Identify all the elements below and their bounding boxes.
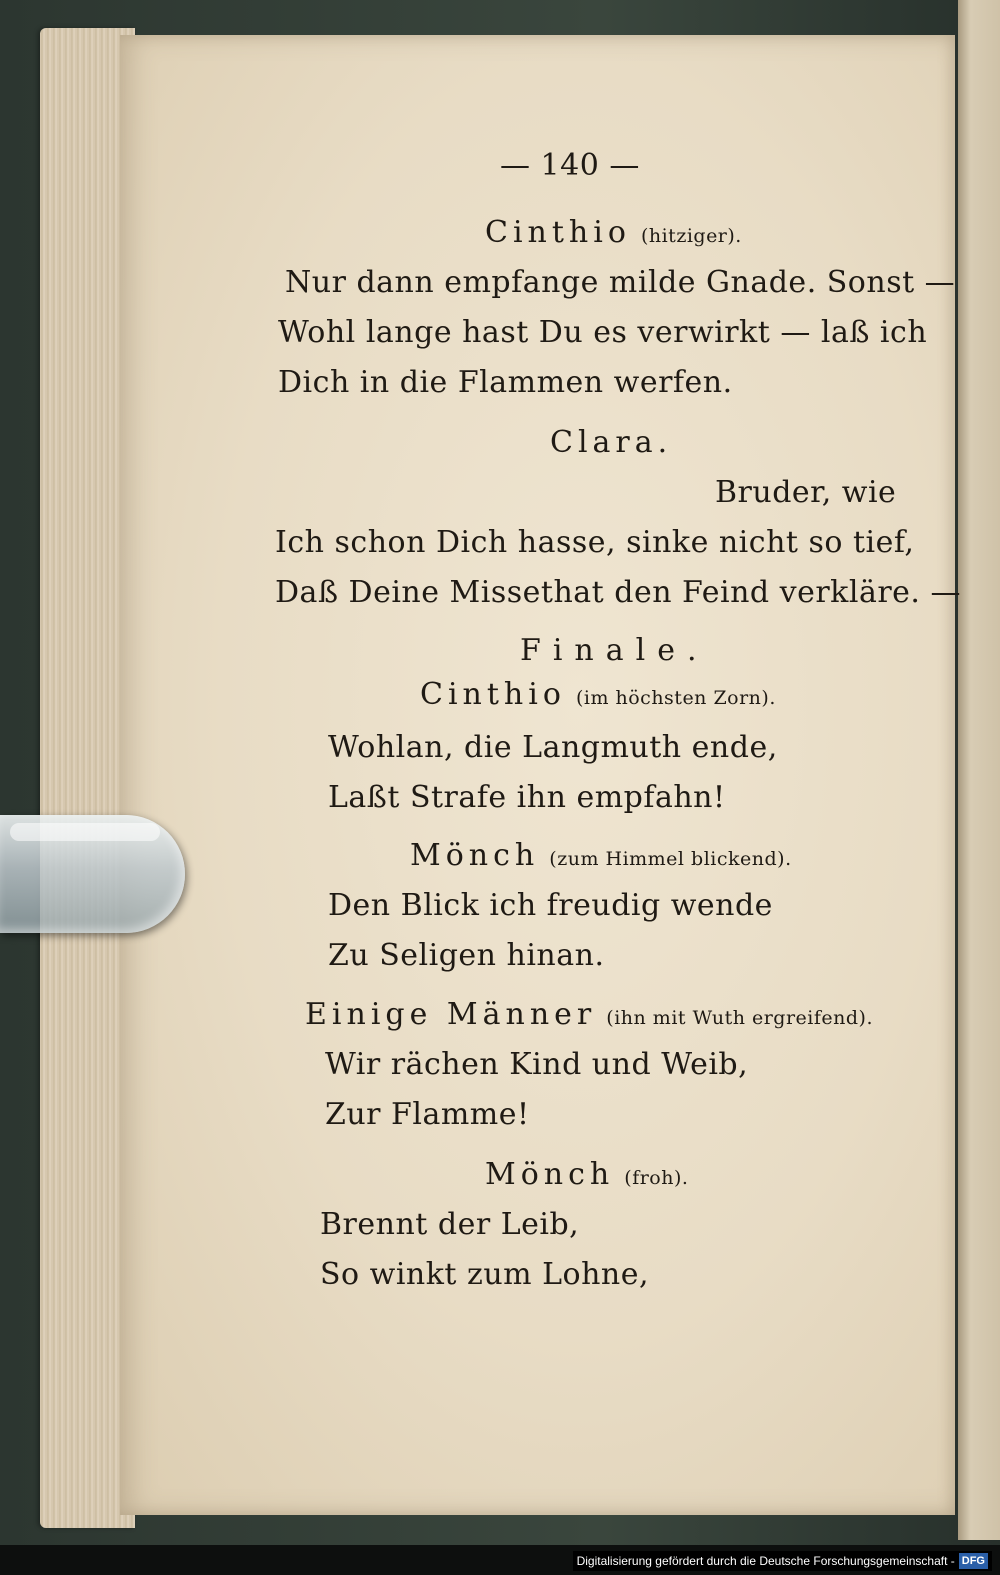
text-line: Daß Deine Missethat den Feind verkläre. — [275,575,962,610]
speaker-name: Einige Männer [305,997,597,1032]
speaker-line [485,1157,688,1192]
text-line: So winkt zum Lohne, [320,1257,650,1292]
speaker-name: Cinthio [485,215,631,250]
text-line: Laßt Strafe ihn empfahn! [328,780,726,815]
text-line: Wohlan, die Langmuth ende, [328,730,778,765]
section-heading: Finale. [520,633,709,668]
stage-direction: (froh). [624,1167,689,1189]
speaker-name: Clara. [550,425,673,460]
speaker-name: Mönch [485,1157,615,1192]
text-line: Zur Flamme! [325,1097,530,1132]
text-line: Wir rächen Kind und Weib, [325,1047,749,1082]
speaker-line [420,677,776,712]
credit-text: Digitalisierung gefördert durch die Deutsche Forschungsgemeinschaft - [576,1554,955,1568]
speaker-line [485,215,742,250]
glass-page-clip [0,815,185,933]
text-line: Bruder, wie [715,475,897,510]
speaker-line [410,838,792,873]
speaker-name: Mönch [410,838,540,873]
digitization-credit [573,1551,992,1571]
text-line: Dich in die Flammen werfen. [278,365,733,400]
stage-direction: (ihn mit Wuth ergreifend). [606,1007,873,1029]
text-line: Den Blick ich freudig wende [328,888,773,923]
text-line: Ich schon Dich hasse, sinke nicht so tief, [275,525,915,560]
dfg-logo: DFG [959,1553,988,1569]
text-line: Nur dann empfange milde Gnade. Sonst — [285,265,956,300]
speaker-name: Cinthio [420,677,566,712]
page-number: — 140 — [500,148,640,183]
stage-direction: (zum Himmel blickend). [549,848,792,870]
text-line: Brennt der Leib, [320,1207,580,1242]
text-line: Wohl lange hast Du es verwirkt — laß ich [278,315,928,350]
text-line: Zu Seligen hinan. [328,938,605,973]
speaker-line [305,997,873,1032]
clip-highlight [10,823,160,841]
next-page-edge [958,0,1000,1540]
stage-direction: (hitziger). [640,225,742,247]
stage-direction: (im höchsten Zorn). [575,687,776,709]
book-page [120,35,955,1515]
